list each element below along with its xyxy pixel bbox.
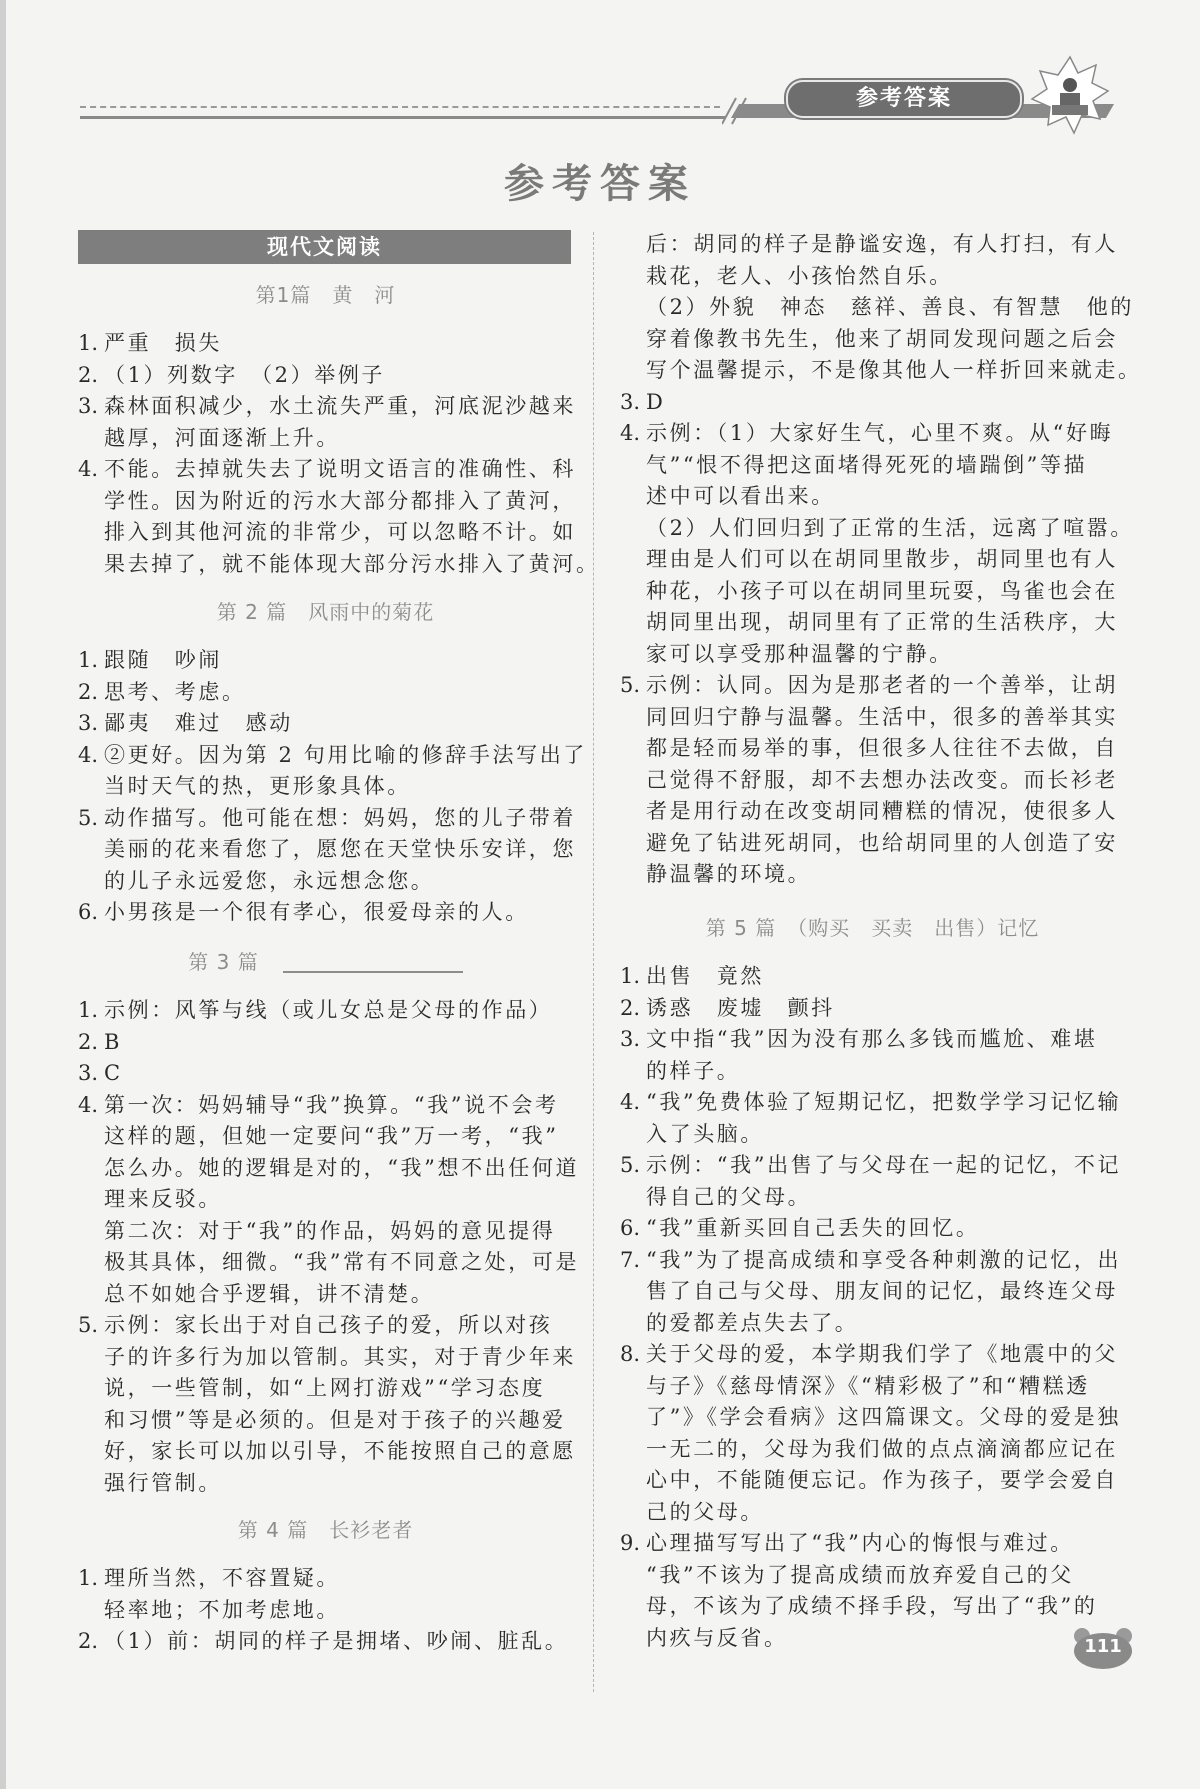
- answer-text: 入了头脑。: [646, 1121, 764, 1146]
- answer-text: （2）外貌 神态 慈祥、善良、有智慧 他的: [646, 295, 1134, 319]
- answer-number: 1.: [78, 998, 99, 1022]
- article-1: [78, 280, 600, 580]
- answer-line: [78, 1563, 573, 1595]
- answer-text: 示例：家长出于对自己孩子的爱，所以对孩: [104, 1313, 553, 1337]
- answer-number: 2.: [78, 679, 99, 704]
- answer-text: 的儿子永远爱您，永远想念您。: [104, 868, 435, 893]
- article-heading: [78, 947, 573, 978]
- header-tab-label: 参考答案: [786, 80, 1022, 118]
- answer-number: 4.: [78, 742, 99, 767]
- answer-line: [78, 1595, 573, 1627]
- answer-line: [620, 733, 1125, 765]
- answer-text: “我”重新买回自己丢失的回忆。: [646, 1216, 980, 1240]
- answer-text: 越厚，河面逐渐上升。: [104, 425, 340, 450]
- answer-line: [78, 1027, 573, 1059]
- answer-line: [78, 549, 600, 581]
- answer-line: [78, 995, 573, 1027]
- article-heading-text: 第 2 篇 风雨中的菊花: [216, 600, 435, 624]
- answer-number: 1.: [78, 331, 99, 355]
- answer-text: 动作描写。他可能在想：妈妈，您的儿子带着: [104, 805, 576, 830]
- answer-number: 2.: [78, 362, 99, 387]
- answer-text: 极其具体，细微。“我”常有不同意之处，可是: [104, 1250, 580, 1274]
- answer-line: [620, 1497, 1125, 1529]
- answer-line: [78, 1153, 580, 1185]
- answer-line: [78, 708, 573, 740]
- answer-line: [620, 607, 1125, 639]
- answer-line: [620, 1465, 1125, 1497]
- answer-text: 子的许多行为加以管制。其实，对于青少年来: [104, 1344, 576, 1369]
- answer-text: 了”》《学会看病》这四篇课文。父母的爱是独: [646, 1405, 1121, 1429]
- answer-text: 一无二的，父母为我们做的点点滴滴都应记在: [646, 1436, 1118, 1461]
- answer-text: 出售 竟然: [646, 964, 764, 988]
- article-3: [78, 947, 580, 1499]
- answer-number: 2.: [78, 1629, 99, 1653]
- answer-line: [78, 1121, 573, 1153]
- answer-line: [620, 355, 1142, 387]
- answer-line: [620, 1402, 1125, 1434]
- header-dashed-rule: [80, 106, 720, 108]
- answer-text: 不能。去掉就失去了说明文语言的准确性、科: [104, 457, 576, 481]
- column-divider: [593, 232, 594, 1692]
- article-heading-text: 第 5 篇 （购买 买卖 出售）记忆: [705, 916, 1040, 940]
- answer-text: “我”免费体验了短期记忆，把数学学习记忆输: [646, 1090, 1122, 1114]
- answer-line: [620, 1245, 1125, 1277]
- answer-text: 售了自己与父母、朋友间的记忆，最终连父母: [646, 1279, 1118, 1303]
- answer-text: 示例：（1）大家好生气，心里不爽。从“好晦: [646, 421, 1114, 445]
- answer-line: [620, 1119, 1125, 1151]
- answer-number: 5.: [620, 673, 641, 697]
- answer-number: 5.: [78, 805, 99, 830]
- answer-text: 静温馨的环境。: [646, 862, 812, 886]
- answer-number: 4.: [78, 1092, 99, 1117]
- answer-line: [620, 450, 1125, 482]
- answer-line: [78, 1184, 573, 1216]
- answer-text: 这样的题，但她一定要问“我”万一考，“我”: [104, 1124, 559, 1148]
- article-2: [78, 597, 587, 929]
- answer-line: [78, 1373, 573, 1405]
- answer-line: [620, 1434, 1125, 1466]
- article-heading-text: 第 3 篇: [188, 950, 259, 974]
- answer-line: [620, 544, 1125, 576]
- answer-number: 5.: [620, 1153, 641, 1177]
- answer-line: [78, 897, 573, 929]
- answer-text: 示例：“我”出售了与父母在一起的记忆，不记: [646, 1153, 1122, 1177]
- answer-line: [78, 1342, 576, 1374]
- answer-number: 7.: [620, 1247, 641, 1272]
- answer-line: [78, 1247, 580, 1279]
- answer-number: 3.: [78, 711, 99, 735]
- answer-text: 森林面积减少，水土流失严重，河底泥沙越来: [104, 394, 576, 418]
- answer-text: 示例：风筝与线（或儿女总是父母的作品）: [104, 998, 553, 1022]
- answer-line: [78, 1216, 573, 1248]
- page-edge: [0, 0, 6, 1789]
- answer-line: [620, 1024, 1125, 1056]
- answer-line: [78, 866, 573, 898]
- answer-text: 写个温馨提示，不是像其他人一样折回来就走。: [646, 358, 1142, 382]
- answer-text: 小男孩是一个很有孝心，很爱母亲的人。: [104, 900, 529, 924]
- answer-line: [620, 481, 1125, 513]
- answer-text: （1）前：胡同的样子是拥堵、吵闹、脏乱。: [104, 1629, 569, 1653]
- answer-text: “我”为了提高成绩和享受各种刺激的记忆，出: [646, 1247, 1122, 1272]
- answer-text: 心中，不能随便忘记。作为孩子，要学会爱自: [646, 1468, 1118, 1492]
- article-heading-text: 第1篇 黄 河: [255, 283, 396, 307]
- answer-text: 的样子。: [646, 1058, 741, 1083]
- answer-line: [620, 859, 1125, 891]
- answer-line: [620, 639, 1125, 671]
- answer-line: [78, 1090, 573, 1122]
- answer-text: 胡同里出现，胡同里有了正常的生活秩序，大: [646, 610, 1118, 634]
- answer-line: [78, 677, 573, 709]
- answer-text: （1）列数字 （2）举例子: [104, 362, 386, 387]
- answer-number: 5.: [78, 1313, 99, 1337]
- answer-text: 与子》《慈母情深》《“精彩极了”和“糟糕透: [646, 1373, 1090, 1398]
- answer-number: 3.: [620, 1027, 641, 1051]
- answer-line: [620, 1560, 1125, 1592]
- answer-number: 6.: [620, 1216, 641, 1240]
- answer-text: 总不如她合乎逻辑，讲不清楚。: [104, 1281, 435, 1306]
- answer-number: 8.: [620, 1342, 641, 1366]
- answer-line: [78, 454, 576, 486]
- answer-text: （2）人们回归到了正常的生活，远离了喧嚣。: [646, 515, 1134, 540]
- answer-number: 9.: [620, 1531, 641, 1555]
- answer-line: [78, 1468, 573, 1500]
- answer-text: 气”“恨不得把这面堵得死死的墙踹倒”等描: [646, 452, 1088, 477]
- answer-line: [620, 1087, 1125, 1119]
- answer-text: 第一次：妈妈辅导“我”换算。“我”说不会考: [104, 1092, 559, 1117]
- article-4: [78, 1515, 573, 1658]
- answer-text: 跟随 吵闹: [104, 648, 222, 672]
- answer-line: [78, 391, 576, 423]
- article-heading: [620, 913, 1125, 944]
- answer-number: 3.: [620, 389, 641, 414]
- answer-text: B: [104, 1029, 123, 1054]
- answer-line: [620, 292, 1134, 324]
- answer-line: [78, 1310, 573, 1342]
- answer-text: 内疚与反省。: [646, 1625, 788, 1650]
- answer-number: 6.: [78, 900, 99, 924]
- answer-text: 强行管制。: [104, 1470, 222, 1495]
- answer-text: 示例：认同。因为是那老者的一个善举，让胡: [646, 673, 1118, 697]
- answer-text: 学性。因为附近的污水大部分都排入了黄河，: [104, 488, 576, 513]
- article-heading-text: 第 4 篇 长衫老者: [237, 1518, 414, 1542]
- article-4-continued: [620, 229, 1142, 891]
- answer-text: C: [104, 1061, 123, 1085]
- answer-line: [620, 1182, 1125, 1214]
- answer-text: 栽花，老人、小孩怡然自乐。: [646, 263, 953, 288]
- answer-text: 心理描写写出了“我”内心的悔恨与难过。: [646, 1531, 1074, 1555]
- answer-text: 怎么办。她的逻辑是对的，“我”想不出任何道: [104, 1155, 580, 1180]
- answer-text: 轻率地；不加考虑地。: [104, 1597, 340, 1622]
- answer-line: [78, 834, 576, 866]
- answer-text: 文中指“我”因为没有那么多钱而尴尬、难堪: [646, 1027, 1098, 1051]
- answer-text: 的爱都差点失去了。: [646, 1310, 859, 1335]
- article-heading: [78, 597, 573, 628]
- answer-text: 思考、考虑。: [104, 679, 246, 704]
- answer-line: [620, 261, 1125, 293]
- answer-line: [620, 1528, 1125, 1560]
- answer-line: [620, 418, 1125, 450]
- answer-number: 4.: [620, 421, 641, 445]
- answer-text: 当时天气的热，更形象具体。: [104, 774, 411, 798]
- answer-text: 严重 损失: [104, 331, 222, 355]
- answer-line: [78, 740, 587, 772]
- answer-line: [620, 1308, 1125, 1340]
- answer-line: [78, 486, 576, 518]
- answer-text: 述中可以看出来。: [646, 484, 835, 508]
- answer-line: [78, 1626, 573, 1658]
- answer-line: [78, 645, 573, 677]
- answer-line: [78, 1279, 573, 1311]
- answer-line: [620, 702, 1125, 734]
- answer-line: [78, 517, 576, 549]
- answer-line: [78, 1058, 573, 1090]
- answer-text: 关于父母的爱，本学期我们学了《地震中的父: [646, 1342, 1118, 1366]
- page-title: 参考答案: [504, 161, 696, 207]
- answer-line: [78, 1405, 573, 1437]
- answer-text: D: [646, 389, 666, 414]
- answer-line: [620, 1213, 1125, 1245]
- answer-number: 4.: [620, 1090, 641, 1114]
- answer-text: 说，一些管制，如“上网打游戏”“学习态度: [104, 1376, 546, 1400]
- answer-number: 1.: [78, 648, 99, 672]
- answer-number: 4.: [78, 457, 99, 481]
- answer-text: 家可以享受那种温馨的宁静。: [646, 641, 953, 666]
- answer-text: 己觉得不舒服，却不去想办法改变。而长衫老: [646, 767, 1118, 792]
- answer-text: 排入到其他河流的非常少，可以忽略不计。如: [104, 520, 576, 544]
- answer-line: [620, 828, 1125, 860]
- answer-line: [620, 765, 1125, 797]
- answer-number: 2.: [78, 1029, 99, 1054]
- answer-text: 己的父母。: [646, 1499, 764, 1524]
- answer-line: [620, 513, 1134, 545]
- answer-line: [620, 961, 1125, 993]
- answer-text: 好，家长可以加以引导，不能按照自己的意愿: [104, 1439, 576, 1463]
- answer-line: [620, 1056, 1125, 1088]
- answer-line: [78, 423, 573, 455]
- answer-number: 2.: [620, 995, 641, 1020]
- answer-line: [78, 1436, 576, 1468]
- answer-line: [620, 1339, 1125, 1371]
- answer-number: 3.: [78, 1061, 99, 1085]
- answer-text: 理来反驳。: [104, 1187, 222, 1211]
- answer-text: 都是轻而易举的事，但很多人往往不去做，自: [646, 736, 1118, 760]
- answer-text: ②更好。因为第 2 句用比喻的修辞手法写出了: [104, 742, 587, 767]
- answer-line: [620, 796, 1125, 828]
- answer-line: [620, 1591, 1125, 1623]
- answer-text: 理所当然，不容置疑。: [104, 1566, 340, 1590]
- answer-number: 3.: [78, 394, 99, 418]
- article-heading: [78, 1515, 573, 1546]
- answer-line: [620, 1150, 1125, 1182]
- answer-line: [620, 1276, 1125, 1308]
- answer-text: 果去掉了，就不能体现大部分污水排入了黄河。: [104, 551, 600, 576]
- answer-text: “我”不该为了提高成绩而放弃爱自己的父: [646, 1562, 1074, 1587]
- answer-line: [620, 229, 1125, 261]
- answer-text: 得自己的父母。: [646, 1184, 812, 1209]
- answer-line: [620, 1623, 1125, 1655]
- answer-text: 者是用行动在改变胡同糟糕的情况，使很多人: [646, 799, 1118, 823]
- answer-line: [78, 803, 576, 835]
- article-heading: [78, 280, 573, 311]
- answer-line: [78, 360, 573, 392]
- answer-text: 避免了钻进死胡同，也给胡同里的人创造了安: [646, 830, 1118, 855]
- answer-line: [620, 1371, 1125, 1403]
- answer-line: [620, 387, 1125, 419]
- answer-line: [620, 993, 1125, 1025]
- answer-line: [78, 328, 573, 360]
- answer-number: 1.: [620, 964, 641, 988]
- answer-line: [620, 670, 1125, 702]
- section-title-bar: 现代文阅读: [78, 230, 571, 264]
- answer-text: 和习惯”等是必须的。但是对于孩子的兴趣爱: [104, 1407, 566, 1432]
- page-number: 111: [1084, 1636, 1122, 1657]
- answer-text: 理由是人们可以在胡同里散步，胡同里也有人: [646, 547, 1118, 571]
- answer-text: 第二次：对于“我”的作品，妈妈的意见提得: [104, 1218, 556, 1243]
- answer-text: 美丽的花来看您了，愿您在天堂快乐安详，您: [104, 837, 576, 861]
- answer-text: 鄙夷 难过 感动: [104, 711, 293, 735]
- reader-emblem-icon: [1030, 55, 1110, 135]
- answer-number: 1.: [78, 1566, 99, 1590]
- answer-line: [78, 771, 573, 803]
- answer-line: [620, 576, 1125, 608]
- answer-text: 种花，小孩子可以在胡同里玩耍，鸟雀也会在: [646, 578, 1118, 603]
- answer-text: 穿着像教书先生，他来了胡同发现问题之后会: [646, 326, 1118, 351]
- article-5: [620, 913, 1125, 1654]
- answer-text: 诱惑 废墟 颤抖: [646, 995, 835, 1020]
- answer-text: 后：胡同的样子是静谧安逸，有人打扫，有人: [646, 232, 1118, 256]
- answer-line: [620, 324, 1125, 356]
- title-blank-line: [283, 955, 463, 973]
- answer-text: 同回归宁静与温馨。生活中，很多的善举其实: [646, 704, 1118, 729]
- answer-text: 母，不该为了成绩不择手段，写出了“我”的: [646, 1594, 1098, 1618]
- header-solid-rule: [80, 116, 725, 119]
